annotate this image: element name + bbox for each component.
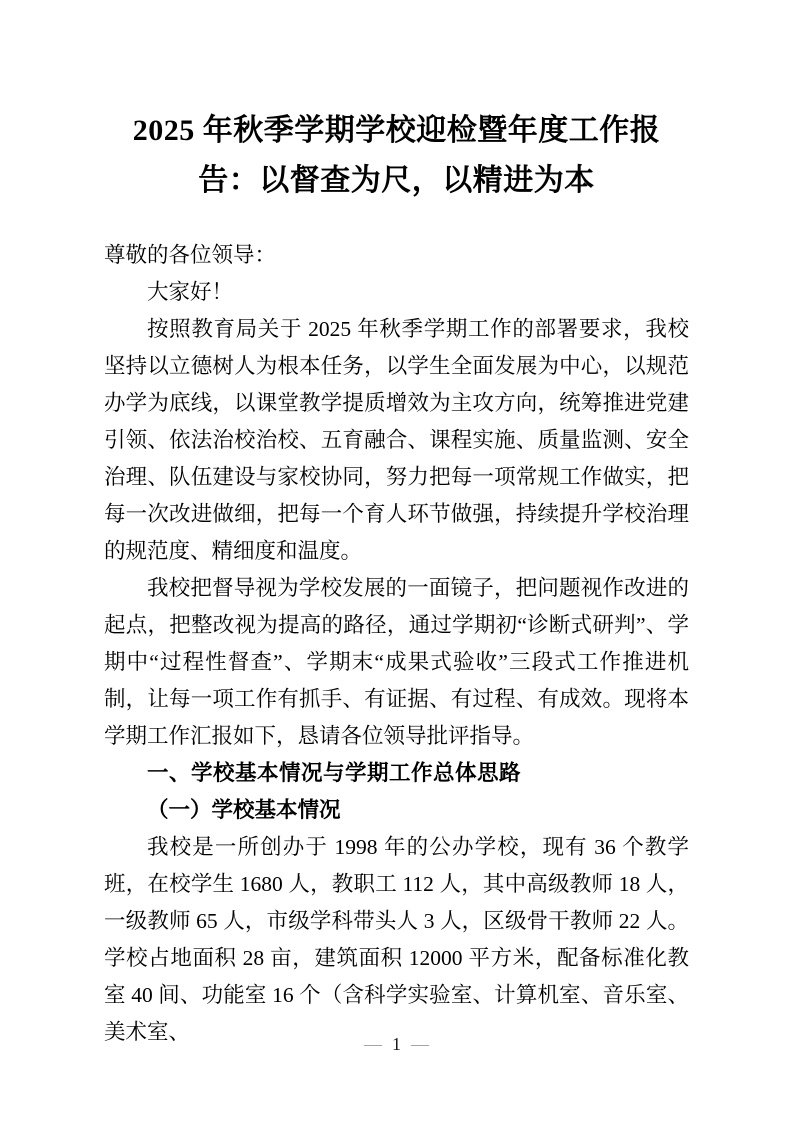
section-heading-basic-situation: 一、学校基本情况与学期工作总体思路 (147, 761, 522, 785)
salutation-line: 尊敬的各位领导： (104, 243, 277, 267)
greeting-line: 大家好！ (147, 280, 234, 304)
footer-dash-right: — (411, 1034, 429, 1054)
paragraph-mechanism: 我校把督导视为学校发展的一面镜子，把问题视作改进的起点，把整改视为提高的路径，通过学期初“诊断式研判”、学期中“过程性督查”、学期末“成果式验收”三段式工作推进机制，让每一项工作有抓手、有证据、有过程、有成效。现将本学期工作汇报如下，恳请各位领导批评指导。 (104, 576, 689, 748)
page-footer (0, 1032, 793, 1056)
paragraph-overview: 按照教育局关于 2025 年秋季学期工作的部署要求，我校坚持以立德树人为根本任务，以学生全面发展为中心，以规范办学为底线，以课堂教学提质增效为主攻方向，统筹推进党建引领、依法治校治校、五育融合、课程实施、质量监测、安全治理、队伍建设与家校协同，努力把每一项常规工作做实，把每一次改进做细，把每一个育人环节做强，持续提升学校治理的规范度、精细度和温度。 (104, 317, 689, 563)
paragraph-school-profile: 我校是一所创办于 1998 年的公办学校，现有 36 个教学班，在校学生 1680 人，教职工 112 人，其中高级教师 18 人，一级教师 65 人，市级学科带头人 3 人，区级骨干教师 22 人。学校占地面积 28 亩，建筑面积 12000 平方米，配备标准化教室 40 间、功能室 16 个（含科学实验室、计算机室、音乐室、美术室、 (104, 835, 689, 1044)
footer-dash-left: — (364, 1034, 382, 1054)
document-body (104, 237, 689, 1051)
subsection-heading-school-profile: （一）学校基本情况 (147, 798, 341, 822)
document-title: 2025 年秋季学期学校迎检暨年度工作报告：以督查为尺，以精进为本 (132, 114, 661, 197)
page-number: 1 (392, 1034, 401, 1054)
document-content (104, 0, 689, 1051)
